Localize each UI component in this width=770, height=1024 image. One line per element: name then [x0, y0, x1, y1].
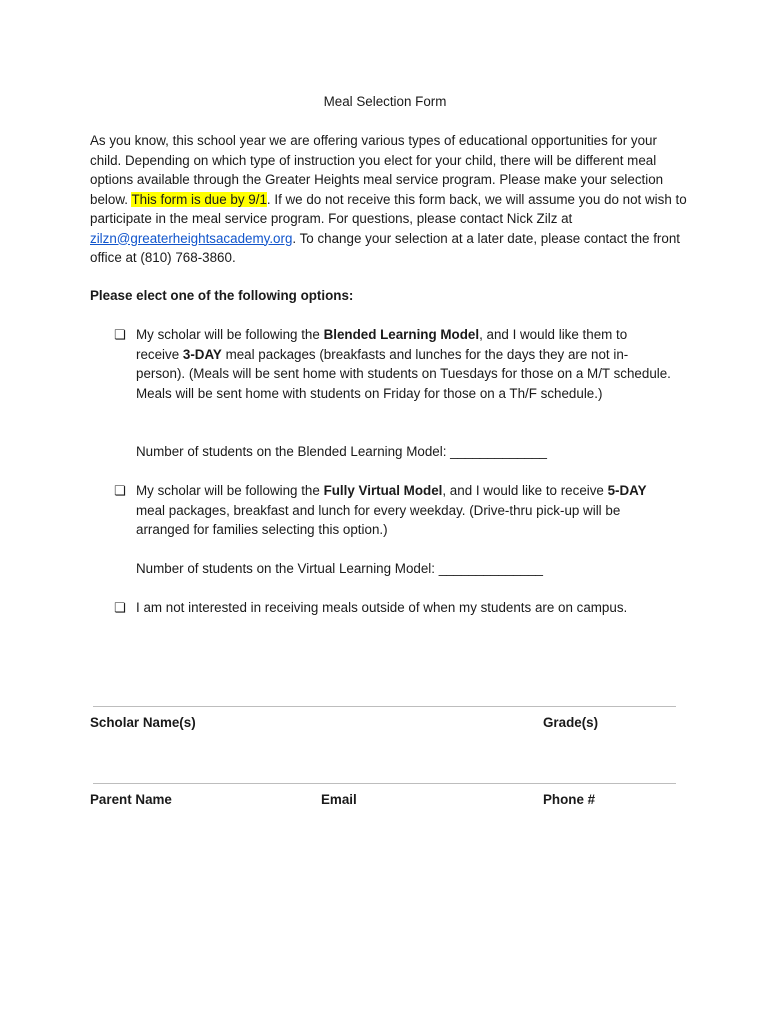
- option-no-meals-text: I am not interested in receiving meals outside of when my students are on campus.: [136, 600, 628, 615]
- option-days: 3-DAY: [182, 346, 222, 362]
- divider-line: [93, 706, 676, 707]
- checkbox-icon[interactable]: ❏: [114, 600, 126, 615]
- virtual-count-field[interactable]: Number of students on the Virtual Learning Model: ______________: [136, 561, 543, 576]
- option-virtual-text: [136, 481, 674, 540]
- options-instruction: Please elect one of the following options:: [90, 288, 354, 303]
- option-text: , and I would like them to receive: [136, 327, 628, 362]
- option-text: My scholar will be following the: [136, 483, 324, 498]
- form-title: Meal Selection Form: [323, 94, 447, 109]
- parent-name-label: Parent Name: [90, 792, 172, 807]
- checkbox-icon[interactable]: ❏: [114, 483, 126, 498]
- phone-label: Phone #: [543, 792, 596, 807]
- scholar-name-label: Scholar Name(s): [90, 715, 196, 730]
- option-text: meal packages, breakfast and lunch for every weekday. (Drive-thru pick-up will be arranged for families selecting this option.): [136, 502, 621, 537]
- intro-text-2: . If we do not receive this form back, we will assume you do not wish to participate in the meal service program. For questions, please contact Nick Zilz at: [90, 191, 687, 226]
- option-fully-virtual: [114, 481, 674, 540]
- option-text: , and I would like to receive: [442, 483, 608, 498]
- blended-count-field[interactable]: Number of students on the Blended Learning Model: _____________: [136, 444, 547, 459]
- due-date-highlight: This form is due by 9/1: [131, 191, 267, 207]
- option-model-name: Blended Learning Model: [323, 327, 480, 342]
- divider-line: [93, 783, 676, 784]
- intro-text-3: . To change your selection at a later date, please contact the front office at (810) 768-3860.: [90, 230, 680, 265]
- checkbox-icon[interactable]: ❏: [114, 327, 126, 342]
- intro-text-1: As you know, this school year we are offering various types of educational opportunities for your child. Depending on which type of instruction you elect for your child, there will be different meal options available through the Greater Heights meal service program. Please make your selection below.: [90, 133, 664, 207]
- option-text: My scholar will be following the: [136, 327, 324, 342]
- grade-label: Grade(s): [543, 715, 599, 730]
- option-blended-learning: [114, 325, 674, 403]
- contact-email-link[interactable]: zilzn@greaterheightsacademy.org: [90, 230, 293, 246]
- option-text: meal packages (breakfasts and lunches for the days they are not in-person). (Meals will be sent home with students on Tuesdays for those on a M/T schedule. Meals will be sent home with students on Friday for those on a Th/F schedule.): [136, 346, 671, 401]
- email-label: Email: [321, 792, 357, 807]
- option-blended-text: [136, 325, 674, 403]
- option-model-name: Fully Virtual Model: [323, 483, 443, 498]
- option-no-meals: [114, 598, 674, 618]
- option-days: 5-DAY: [607, 483, 647, 498]
- intro-paragraph: [90, 131, 690, 268]
